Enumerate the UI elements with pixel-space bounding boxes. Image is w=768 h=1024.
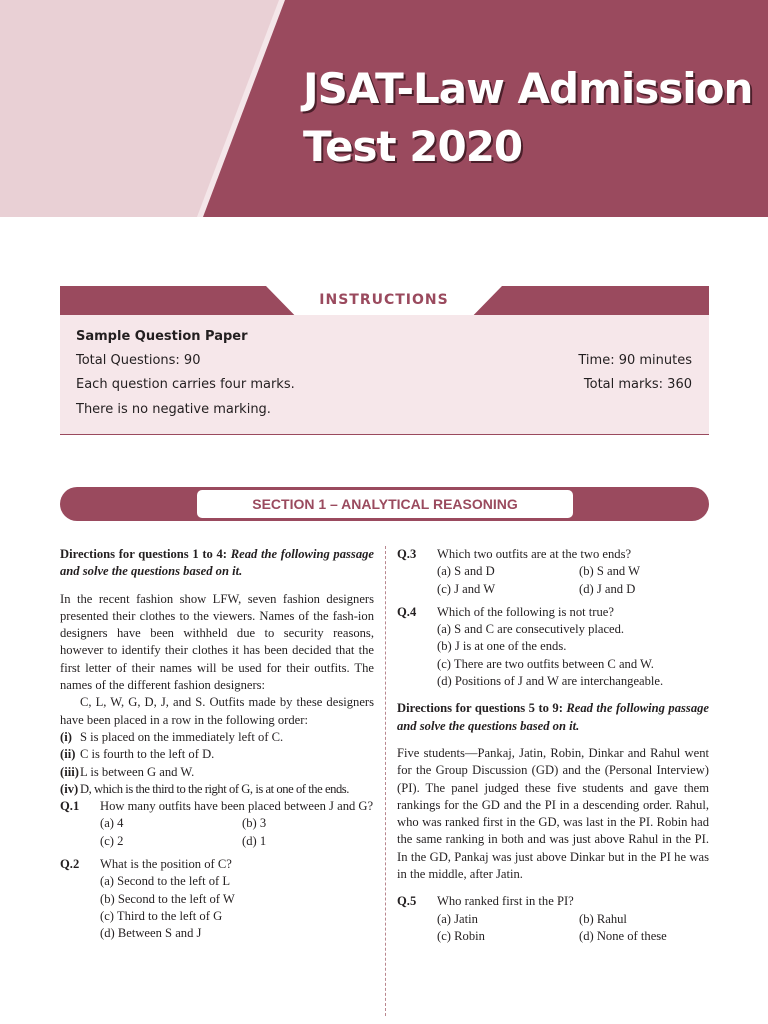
question-number: Q.5	[397, 894, 417, 909]
condition-label: (iii)	[60, 764, 79, 779]
option: (c) Robin	[437, 928, 485, 943]
question-text: What is the position of C?	[100, 857, 232, 872]
time-limit: Time: 90 minutes	[578, 353, 692, 368]
marks-each: Each question carries four marks.	[76, 377, 295, 392]
option: (a) Jatin	[437, 911, 478, 926]
question-3	[397, 546, 709, 563]
option: (a) Second to the left of L	[100, 874, 231, 889]
option: (b) S and W	[579, 564, 640, 579]
passage-paragraph-2: C, L, W, G, D, J, and S. Outfits made by these designers have been placed in a row in the following order:	[60, 695, 374, 727]
option: (a) S and C are consecutively placed.	[437, 622, 625, 637]
directions-label: Directions for questions 1 to 4:	[60, 547, 227, 561]
question-4	[397, 604, 709, 621]
instructions-panel	[60, 315, 709, 435]
condition-item	[60, 729, 374, 746]
negative-marking: There is no negative marking.	[76, 402, 271, 417]
question-number: Q.3	[397, 547, 417, 561]
condition-item	[60, 764, 374, 781]
condition-text: L is between G and W.	[80, 764, 195, 779]
directions-label: Directions for questions 5 to 9:	[397, 701, 563, 716]
total-questions: Total Questions: 90	[76, 353, 201, 368]
title-line-1: JSAT-Law Admission	[303, 64, 753, 113]
page-title	[303, 60, 752, 176]
question-4-options	[397, 621, 709, 690]
option: (c) Third to the left of G	[100, 908, 223, 923]
option: (a) S and D	[437, 564, 495, 579]
question-2-options	[60, 873, 374, 942]
option: (b) 3	[242, 816, 267, 831]
left-column	[60, 546, 374, 943]
condition-text: S is placed on the immediately left of C.	[80, 729, 284, 744]
condition-text: D, which is the third to the right of G, is at one of the ends.	[80, 781, 349, 796]
option: (d) J and D	[579, 581, 636, 596]
directions-text: Read the following passage and solve the questions based on it.	[60, 547, 375, 579]
condition-text: C is fourth to the left of D.	[80, 747, 215, 762]
passage-paragraph: In the recent fashion show LFW, seven fashion designers presented their clothes to the viewers. Names of the fash-ion designers have been withheld due to security reasons, however to identify their clothes it has been decided that the first letter of their names will be used for their outfits. The names of the different fashion designers:	[60, 591, 374, 693]
option: (a) 4	[100, 816, 124, 831]
option: (b) Rahul	[579, 911, 627, 926]
option: (d) Positions of J and W are interchangeable.	[437, 674, 664, 689]
question-3-options	[397, 563, 709, 598]
question-number: Q.1	[60, 799, 80, 814]
option: (d) 1	[242, 833, 267, 848]
question-1-options	[60, 815, 374, 850]
question-1	[60, 798, 374, 815]
passage-paragraph: Five students—Pankaj, Jatin, Robin, Dinkar and Rahul went for the Group Discussion (GD) and the (Personal Interview) (PI). The panel judged these five students and gave them rankings for the GD and the PI in a descending order. Rahul, who was ranked first in the GD, was last in the PI. Robin had the same ranking in both and was just above Rahul in the PI. In the GD, Pankaj was just above Dinkar but in the PI he was in the middle, after Jatin.	[397, 745, 709, 882]
directions-1-4	[60, 546, 374, 581]
question-number: Q.2	[60, 857, 80, 872]
option: (d) Between S and J	[100, 926, 202, 941]
condition-item	[60, 746, 374, 763]
question-number: Q.4	[397, 604, 417, 619]
option: (b) Second to the left of W	[100, 891, 235, 906]
option: (b) J is at one of the ends.	[437, 639, 567, 654]
directions-5-9	[397, 700, 709, 735]
option: (d) None of these	[579, 928, 667, 943]
column-divider	[385, 546, 386, 1016]
question-2	[60, 856, 374, 873]
question-text: Which two outfits are at the two ends?	[437, 547, 632, 561]
total-marks: Total marks: 360	[583, 377, 692, 392]
condition-label: (ii)	[60, 747, 76, 762]
question-text: Which of the following is not true?	[437, 604, 614, 619]
question-text: How many outfits have been placed between J and G?	[100, 799, 374, 814]
right-column	[397, 546, 709, 945]
condition-label: (i)	[60, 729, 72, 744]
instructions-heading: INSTRUCTIONS	[319, 292, 449, 308]
option: (c) There are two outfits between C and W.	[437, 656, 654, 671]
directions-text: Read the following passage and solve the questions based on it.	[397, 701, 709, 733]
question-5	[397, 893, 709, 910]
title-line-2: Test 2020	[303, 122, 523, 171]
condition-item	[60, 781, 374, 798]
instructions-subtitle: Sample Question Paper	[76, 329, 248, 344]
section-title: SECTION 1 – ANALYTICAL REASONING	[197, 490, 573, 518]
question-text: Who ranked first in the PI?	[437, 894, 574, 909]
option: (c) J and W	[437, 581, 496, 596]
condition-label: (iv)	[60, 781, 79, 796]
option: (c) 2	[100, 833, 124, 848]
question-5-options	[397, 911, 709, 946]
